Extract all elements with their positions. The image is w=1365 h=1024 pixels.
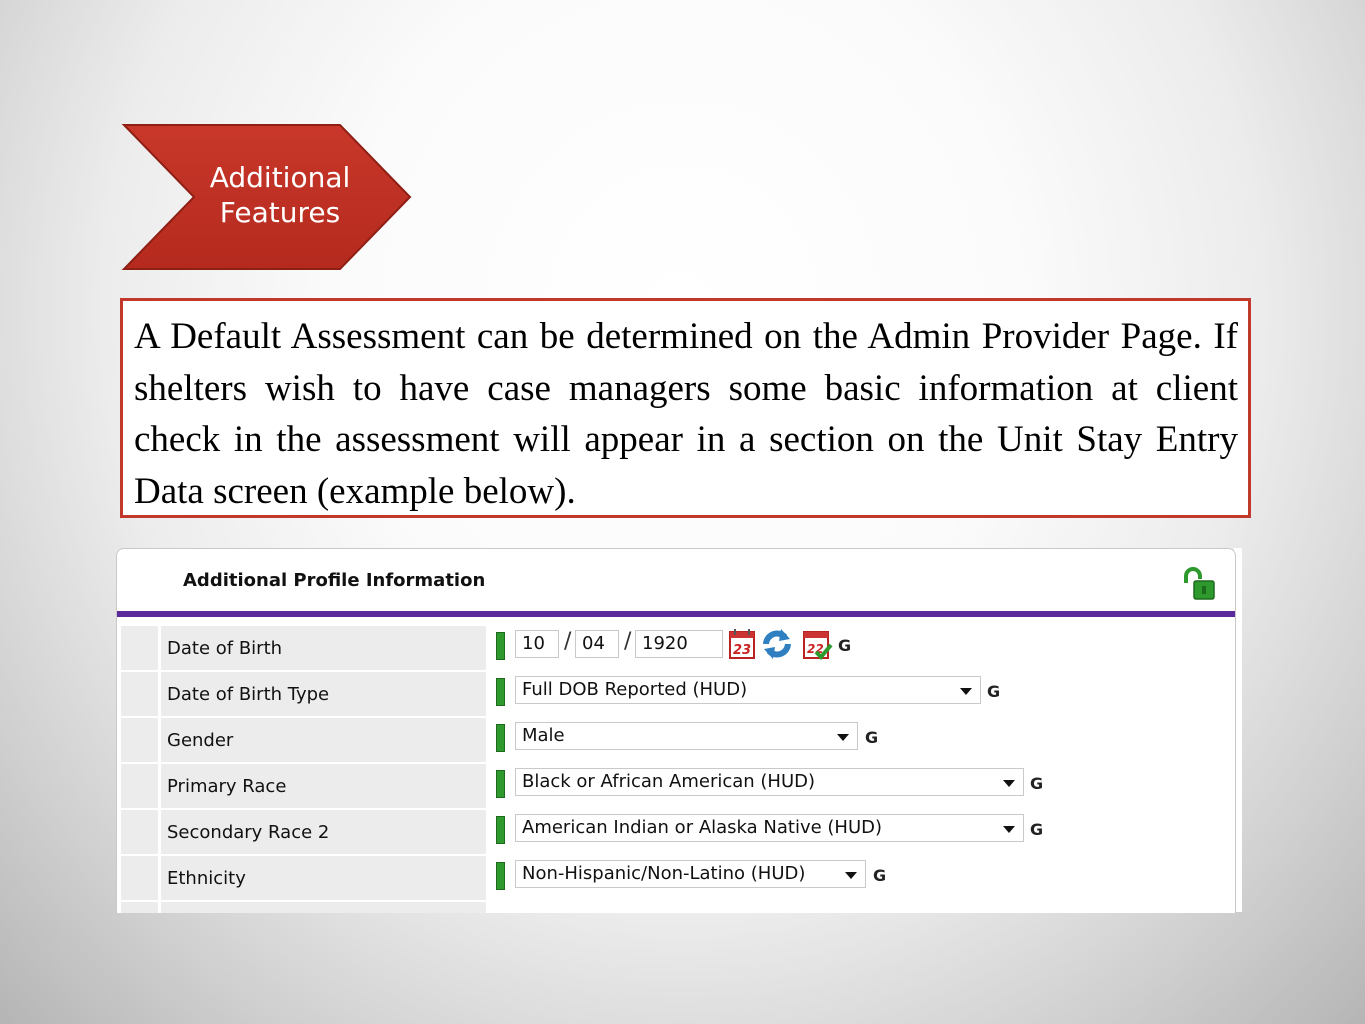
svg-text:23: 23 xyxy=(733,643,752,658)
select-value: Non-Hispanic/Non-Latino (HUD) xyxy=(522,863,806,884)
row-label-cell xyxy=(161,672,486,716)
row-label: Date of Birth Type xyxy=(167,684,330,705)
calendar-check-icon[interactable] xyxy=(801,627,833,661)
row-label-cell xyxy=(161,718,486,762)
required-indicator xyxy=(496,678,505,706)
ethnicity-select[interactable] xyxy=(515,860,866,888)
g-flag: G xyxy=(1030,820,1044,839)
row-label-cell xyxy=(161,902,486,913)
calendar-icon[interactable] xyxy=(727,627,759,661)
chevron-down-icon xyxy=(1003,780,1015,787)
required-indicator xyxy=(496,862,505,890)
chevron-down-icon xyxy=(1003,826,1015,833)
row-label-cell xyxy=(161,856,486,900)
row-label: Primary Race xyxy=(167,776,287,797)
date-separator: / xyxy=(624,629,632,654)
g-flag: G xyxy=(987,682,1001,701)
step-label-line2: Features xyxy=(219,196,341,229)
chevron-down-icon xyxy=(960,688,972,695)
row-date-of-birth xyxy=(117,625,1235,671)
chevron-down-icon xyxy=(845,872,857,879)
row-label-cell xyxy=(161,810,486,854)
g-flag: G xyxy=(873,866,887,885)
row-label-cell xyxy=(161,626,486,670)
required-indicator xyxy=(496,632,505,660)
select-value: American Indian or Alaska Native (HUD) xyxy=(522,817,883,838)
g-flag: G xyxy=(865,728,879,747)
g-flag: G xyxy=(1030,774,1044,793)
row-gutter xyxy=(121,764,158,808)
row-gender xyxy=(117,717,1235,763)
panel-header xyxy=(117,549,1235,617)
row-secondary-race-2 xyxy=(117,809,1235,855)
row-label: Gender xyxy=(167,730,234,751)
row-label: Secondary Race 2 xyxy=(167,822,330,843)
profile-rows xyxy=(117,617,1235,913)
gender-select[interactable] xyxy=(515,722,858,750)
select-value: Black or African American (HUD) xyxy=(522,771,816,792)
panel-title: Additional Profile Information xyxy=(183,570,486,591)
row-label: Date of Birth xyxy=(167,638,283,659)
step-label-line1: Additional xyxy=(209,161,351,194)
row-primary-race xyxy=(117,763,1235,809)
row-gutter xyxy=(121,902,158,913)
description-box xyxy=(120,298,1251,518)
required-indicator xyxy=(496,816,505,844)
primary-race-select[interactable] xyxy=(515,768,1024,796)
row-gutter xyxy=(121,718,158,762)
required-indicator xyxy=(496,724,505,752)
required-indicator xyxy=(496,770,505,798)
unlock-icon[interactable] xyxy=(1181,567,1217,601)
refresh-icon[interactable] xyxy=(760,627,794,661)
row-label-cell xyxy=(161,764,486,808)
select-value: Male xyxy=(522,725,565,746)
row-partial xyxy=(117,901,1235,913)
chevron-down-icon xyxy=(837,734,849,741)
select-value: Full DOB Reported (HUD) xyxy=(522,679,748,700)
dob-day-input[interactable]: 04 xyxy=(575,630,619,658)
step-label xyxy=(182,160,378,230)
row-gutter xyxy=(121,626,158,670)
dob-type-select[interactable] xyxy=(515,676,981,704)
description-text: A Default Assessment can be determined on the Admin Provider Page. If shelters wish to have case managers some basic information at client check in the assessment will appear in a section on the Unit Stay Entry Data screen (example below). xyxy=(134,316,1238,512)
dob-year-input[interactable]: 1920 xyxy=(635,630,723,658)
g-flag: G xyxy=(838,636,852,655)
svg-text:22: 22 xyxy=(807,642,824,656)
row-ethnicity xyxy=(117,855,1235,901)
row-gutter xyxy=(121,810,158,854)
row-date-of-birth-type xyxy=(117,671,1235,717)
secondary-race-select[interactable] xyxy=(515,814,1024,842)
dob-month-input[interactable]: 10 xyxy=(515,630,559,658)
row-gutter xyxy=(121,856,158,900)
row-label: Ethnicity xyxy=(167,868,246,889)
row-gutter xyxy=(121,672,158,716)
date-separator: / xyxy=(564,629,572,654)
profile-panel xyxy=(116,548,1236,913)
